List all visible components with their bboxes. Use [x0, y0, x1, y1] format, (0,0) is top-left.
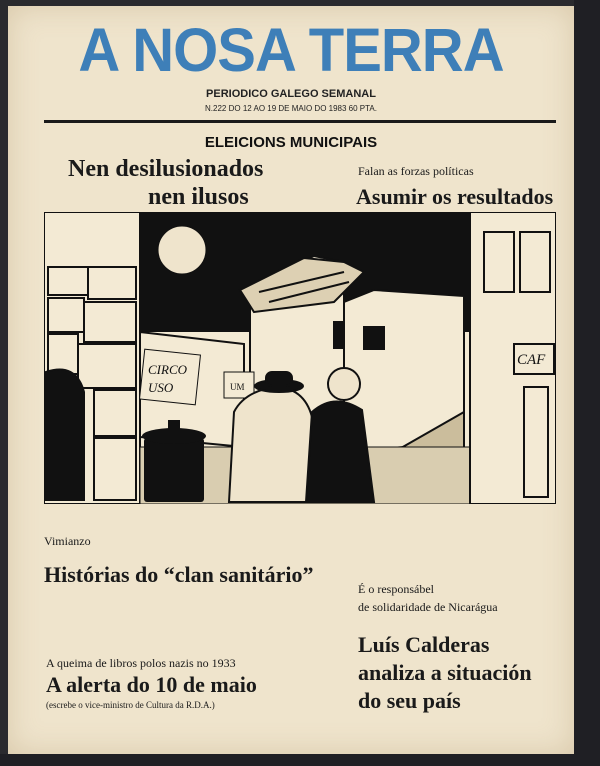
- poster-circo: CIRCO: [148, 362, 187, 377]
- right-headline[interactable]: Asumir os resultados: [356, 184, 554, 209]
- poster-uso: USO: [148, 380, 174, 395]
- lead-headline-line2[interactable]: nen ilusos: [148, 184, 249, 210]
- nicaragua-kicker-2: de solidaridade de Nicarágua: [358, 600, 498, 614]
- nicaragua-headline-1[interactable]: Luís Calderas: [358, 632, 490, 657]
- moon-icon: [158, 226, 206, 274]
- stone-wall-left: [44, 212, 140, 504]
- page-edge-right: [574, 0, 600, 766]
- books-note: (escrebe o vice-ministro de Cultura da R.D.A.): [46, 700, 215, 710]
- nicaragua-headline-3[interactable]: do seu país: [358, 688, 461, 713]
- masthead-subtitle: PERIODICO GALEGO SEMANAL: [206, 88, 376, 100]
- trash-bin-icon: [142, 420, 206, 502]
- cafe-sign: CAF: [517, 352, 546, 368]
- page-edge-bottom: [0, 754, 600, 766]
- poster-small: UM: [230, 382, 245, 392]
- newspaper-page: [8, 6, 574, 754]
- section-heading: ELEICIONS MUNICIPAIS: [204, 134, 378, 151]
- cover-illustration: [44, 212, 556, 504]
- nicaragua-kicker-1: É o responsábel: [358, 582, 434, 596]
- nicaragua-headline-2[interactable]: analiza a situación: [358, 660, 532, 685]
- masthead-title: A NOSA TERRA: [78, 16, 504, 85]
- right-kicker: Falan as forzas políticas: [358, 164, 474, 178]
- header-rule: [44, 120, 556, 123]
- vimianzo-headline[interactable]: Histórias do “clan sanitário”: [44, 562, 314, 587]
- books-headline[interactable]: A alerta do 10 de maio: [46, 672, 257, 697]
- lead-headline-line1[interactable]: Nen desilusionados: [68, 156, 264, 182]
- vimianzo-kicker: Vimianzo: [44, 534, 91, 548]
- books-kicker: A queima de libros polos nazis no 1933: [46, 656, 236, 670]
- issue-line: N.222 DO 12 AO 19 DE MAIO DO 1983 60 PTA.: [205, 104, 377, 113]
